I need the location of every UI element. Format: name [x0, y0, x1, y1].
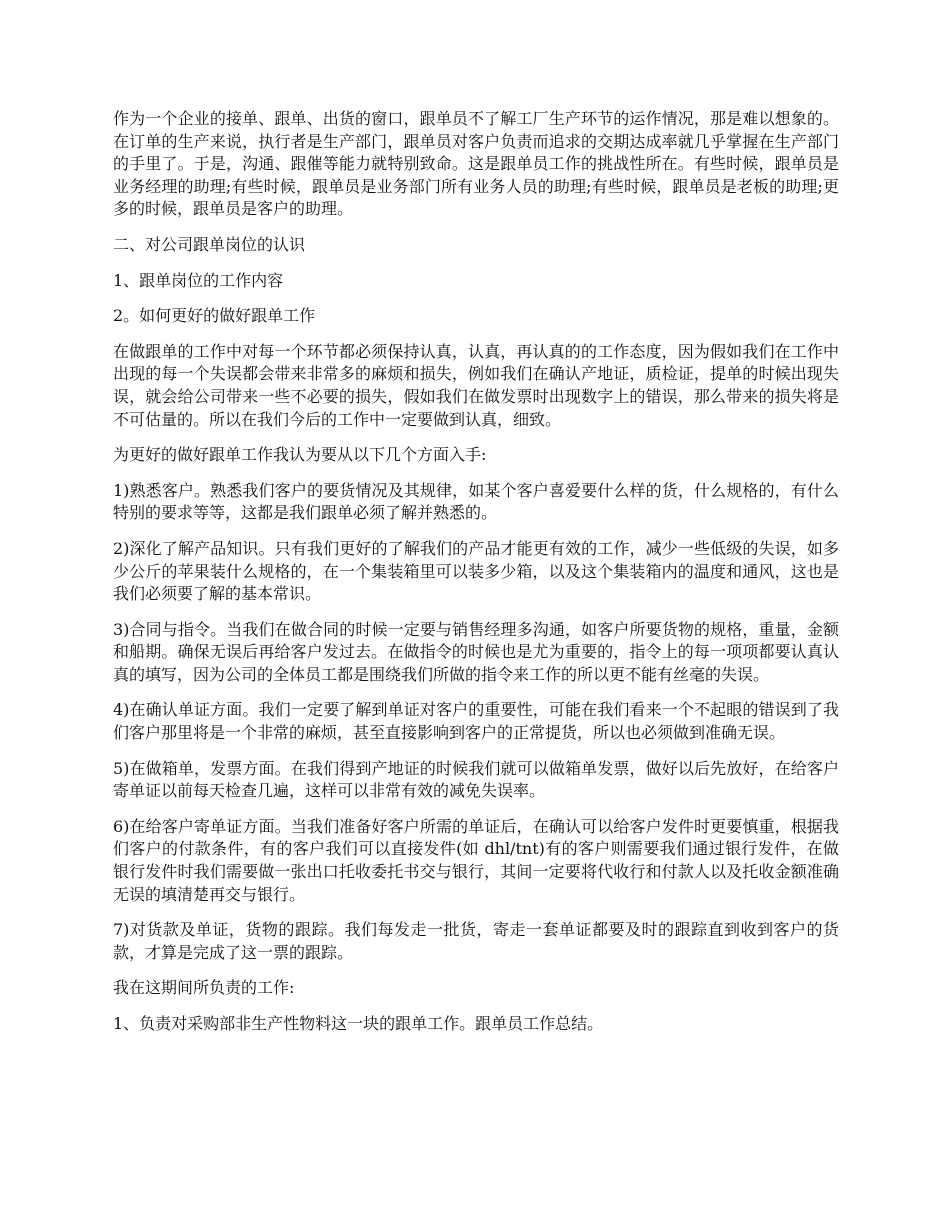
subheading-how-to-improve: 2。如何更好的做好跟单工作 [113, 306, 316, 326]
paragraph-item-4: 4)在确认单证方面。我们一定要了解到单证对客户的重要性，可能在我们看来一个不起眼的错误到了我们客户那里将是一个非常的麻烦，甚至直接影响到客户的正常提货，所以也必须做到准确无误。 [113, 700, 839, 743]
paragraph-item-7: 7)对货款及单证，货物的跟踪。我们每发走一批货，寄走一套单证都要及时的跟踪直到收到客户的货款，才算是完成了这一票的跟踪。 [113, 920, 839, 962]
paragraph-aspects-intro: 为更好的做好跟单工作我认为要从以下几个方面入手: [113, 445, 487, 465]
paragraph-attitude: 在做跟单的工作中对每一个环节都必须保持认真，认真，再认真的的工作态度，因为假如我们在工作中出现的每一个失误都会带来非常多的麻烦和损失，例如我们在确认产地证，质检证，提单的时候出现失误，就会给公司带来一些不必要的损失，假如我们在做发票时出现数字上的错误，那么带来的损失将是不可估量的。所以在我们今后的工作中一定要做到认真，细致。 [113, 341, 839, 429]
section-heading-2: 二、对公司跟单岗位的认识 [113, 234, 306, 254]
paragraph-item-5: 5)在做箱单，发票方面。在我们得到产地证的时候我们就可以做箱单发票，做好以后先放好，在给客户寄单证以前每天检查几遍，这样可以非常有效的减免失误率。 [113, 758, 839, 801]
paragraph-responsibility-1: 1、负责对采购部非生产性物料这一块的跟单工作。跟单员工作总结。 [113, 1014, 604, 1033]
paragraph-item-6: 6)在给客户寄单证方面。当我们准备好客户所需的单证后，在确认可以给客户发件时更要慎重，根据我们客户的付款条件，有的客户我们可以直接发件(如 dhl/tnt)有的客户则需要我们通过银行发件，在做银行发件时我们需要做一张出口托收委托书交与银行，其间一定要将代收行和付款人以及托收金额准确无误的填清楚再交与银行。 [113, 816, 839, 904]
paragraph-item-2: 2)深化了解产品知识。只有我们更好的了解我们的产品才能更有效的工作，减少一些低级的失误，如多少公斤的苹果装什么规格的，在一个集装箱里可以装多少箱，以及这个集装箱内的温度和通风，这也是我们必须要了解的基本常识。 [113, 538, 839, 604]
paragraph-item-1: 1)熟悉客户。熟悉我们客户的要货情况及其规律，如某个客户喜爱要什么样的货，什么规格的，有什么特别的要求等等，这都是我们跟单必须了解并熟悉的。 [113, 480, 839, 523]
paragraph-item-3: 3)合同与指令。当我们在做合同的时候一定要与销售经理多沟通，如客户所要货物的规格，重量，金额和船期。确保无误后再给客户发过去。在做指令的时候也是尤为重要的，指令上的每一项项都要认真认真的填写，因为公司的全体员工都是围绕我们所做的指令来工作的所以更不能有丝毫的失误。 [113, 619, 839, 684]
paragraph-responsibilities-intro: 我在这期间所负责的工作: [113, 978, 295, 998]
subheading-job-content: 1、跟单岗位的工作内容 [113, 270, 284, 290]
document-body [113, 108, 839, 1049]
paragraph-intro: 作为一个企业的接单、跟单、出货的窗口，跟单员不了解工厂生产环节的运作情况，那是难以想象的。在订单的生产来说，执行者是生产部门，跟单员对客户负责而追求的交期达成率就几乎掌握在生产部门的手里了。于是，沟通、跟催等能力就特别致命。这是跟单员工作的挑战性所在。有些时候，跟单员是业务经理的助理;有些时候，跟单员是业务部门所有业务人员的助理;有些时候，跟单员是老板的助理;更多的时候，跟单员是客户的助理。 [113, 109, 839, 219]
